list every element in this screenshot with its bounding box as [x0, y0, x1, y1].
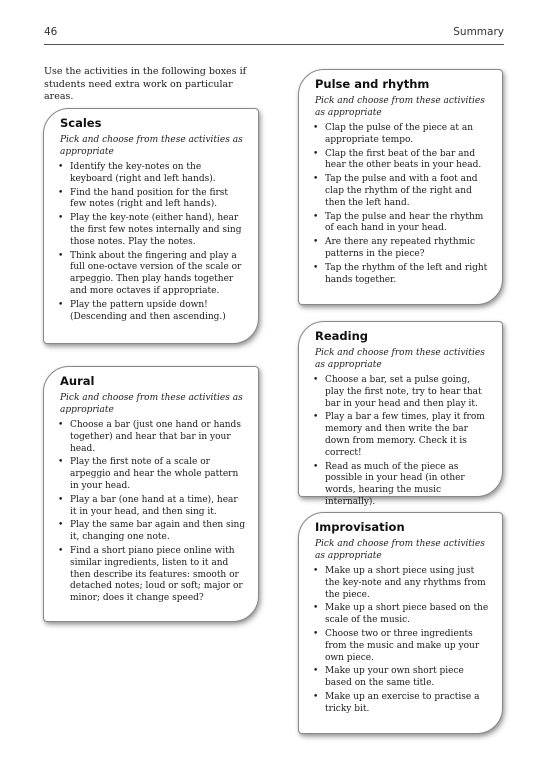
list-item-text: Clap the pulse of the piece at an appropriate tempo.: [325, 123, 474, 145]
list-item-text: Find a short piano piece online with similar ingredients, listen to it and then describe its features: smooth or detached notes; loud or soft; major or minor; does it change speed?: [70, 545, 243, 604]
bullet-icon: •: [313, 691, 319, 702]
list-item-text: Choose a bar, set a pulse going, play the first note, try to hear that bar in your head and then play it.: [325, 375, 482, 409]
bullet-icon: •: [313, 148, 319, 159]
scales-box: [43, 108, 259, 344]
bullet-icon: •: [58, 162, 64, 172]
bullet-icon: •: [313, 123, 319, 133]
list-item: [311, 174, 490, 209]
list-item-text: Tap the pulse and hear the rhythm of each hand in your head.: [325, 211, 484, 234]
list-item: [311, 375, 490, 410]
box-subtitle: Pick and choose from these activities as appropriate: [60, 135, 243, 157]
list-item-text: Tap the rhythm of the left and right hands together.: [325, 262, 488, 285]
box-title: Reading: [315, 329, 369, 343]
box-title: Pulse and rhythm: [315, 77, 430, 91]
activity-list: [311, 375, 490, 509]
page-header: [44, 24, 504, 45]
bullet-icon: •: [58, 250, 64, 261]
list-item-text: Play the pattern upside down! (Descending and then ascending.): [70, 299, 226, 322]
list-item-text: Play a bar (one hand at a time), hear it in your head, and then sing it.: [70, 494, 238, 517]
bullet-icon: •: [313, 237, 319, 248]
list-item-text: Make up a short piece based on the scale of the music.: [325, 603, 489, 626]
aural-box: [43, 366, 259, 622]
box-title: Scales: [60, 116, 102, 130]
list-item: [311, 666, 490, 690]
list-item: [311, 692, 490, 716]
section-title: Summary: [453, 26, 504, 38]
list-item: [56, 300, 246, 324]
list-item-text: Think about the fingering and play a full one-octave version of the scale or arpeggio. Then play hands together and more octaves if appropriate.: [70, 250, 242, 296]
bullet-icon: •: [313, 603, 319, 614]
list-item-text: Read as much of the piece as possible in your head (in other words, hearing the music internally).: [325, 461, 465, 507]
bullet-icon: •: [58, 299, 64, 310]
list-item-text: Make up a short piece using just the key-note and any rhythms from the piece.: [325, 566, 486, 600]
list-item: [311, 212, 490, 236]
list-item: [56, 162, 246, 186]
list-item-text: Choose a bar (just one hand or hands together) and hear that bar in your head.: [70, 420, 241, 454]
list-item-text: Choose two or three ingredients from the music and make up your own piece.: [325, 628, 480, 663]
list-item: [311, 629, 490, 664]
activity-list: [311, 566, 490, 716]
list-item: [56, 457, 246, 492]
bullet-icon: •: [313, 461, 319, 472]
list-item: [311, 566, 490, 601]
box-title: Aural: [60, 374, 95, 388]
bullet-icon: •: [58, 494, 64, 505]
intro-text: Use the activities in the following boxes if students need extra work on particular areas.: [44, 66, 247, 102]
list-item-text: Clap the first beat of the bar and hear the other beats in your head.: [325, 148, 482, 171]
bullet-icon: •: [58, 457, 64, 468]
box-subtitle: Pick and choose from these activities as appropriate: [60, 393, 243, 415]
list-item-text: Play a bar a few times, play it from memory and then write the bar down from memory. Check it is correct!: [325, 412, 485, 458]
bullet-icon: •: [313, 211, 319, 222]
activity-list: [56, 162, 246, 323]
list-item-text: Make up your own short piece based on the same title.: [325, 666, 464, 689]
list-item-text: Play the key-note (either hand), hear the first few notes internally and sing those notes. Play the notes.: [70, 213, 242, 247]
list-item: [56, 213, 246, 248]
list-item: [311, 263, 490, 287]
list-item-text: Identify the key-notes on the keyboard (right and left hands).: [70, 162, 216, 184]
list-item-text: Play the same bar again and then sing it, changing one note.: [70, 520, 246, 543]
list-item-text: Find the hand position for the first few notes (right and left hands).: [70, 187, 229, 210]
bullet-icon: •: [313, 566, 319, 576]
pulse-rhythm-box: [298, 69, 503, 305]
bullet-icon: •: [313, 628, 319, 639]
bullet-icon: •: [313, 666, 319, 677]
list-item: [311, 462, 490, 509]
activity-list: [311, 123, 490, 286]
list-item: [56, 520, 246, 544]
list-item: [311, 412, 490, 459]
list-item: [311, 123, 490, 147]
reading-box: [298, 321, 503, 507]
bullet-icon: •: [58, 520, 64, 531]
list-item: [311, 603, 490, 627]
list-item-text: Play the first note of a scale or arpeggio and hear the whole pattern in your head.: [70, 457, 239, 491]
bullet-icon: •: [58, 420, 64, 430]
list-item: [56, 420, 246, 455]
bullet-icon: •: [58, 545, 64, 556]
list-item: [311, 237, 490, 261]
list-item: [56, 495, 246, 519]
list-item-text: Are there any repeated rhythmic patterns in the piece?: [325, 237, 476, 259]
list-item: [311, 149, 490, 173]
bullet-icon: •: [313, 375, 319, 385]
improvisation-box: [298, 512, 503, 734]
bullet-icon: •: [58, 213, 64, 224]
box-subtitle: Pick and choose from these activities as appropriate: [315, 96, 485, 118]
list-item: [56, 188, 246, 212]
box-subtitle: Pick and choose from these activities as appropriate: [315, 539, 485, 561]
box-subtitle: Pick and choose from these activities as appropriate: [315, 348, 485, 370]
list-item-text: Tap the pulse and with a foot and clap the rhythm of the right and then the left hand.: [325, 174, 478, 208]
page-number: 46: [44, 26, 58, 38]
box-title: Improvisation: [315, 520, 405, 534]
bullet-icon: •: [313, 174, 319, 185]
list-item-text: Make up an exercise to practise a tricky bit.: [325, 691, 480, 714]
list-item: [56, 251, 246, 298]
activity-list: [56, 420, 246, 605]
bullet-icon: •: [313, 412, 319, 423]
bullet-icon: •: [313, 262, 319, 273]
list-item: [56, 546, 246, 605]
bullet-icon: •: [58, 187, 64, 198]
